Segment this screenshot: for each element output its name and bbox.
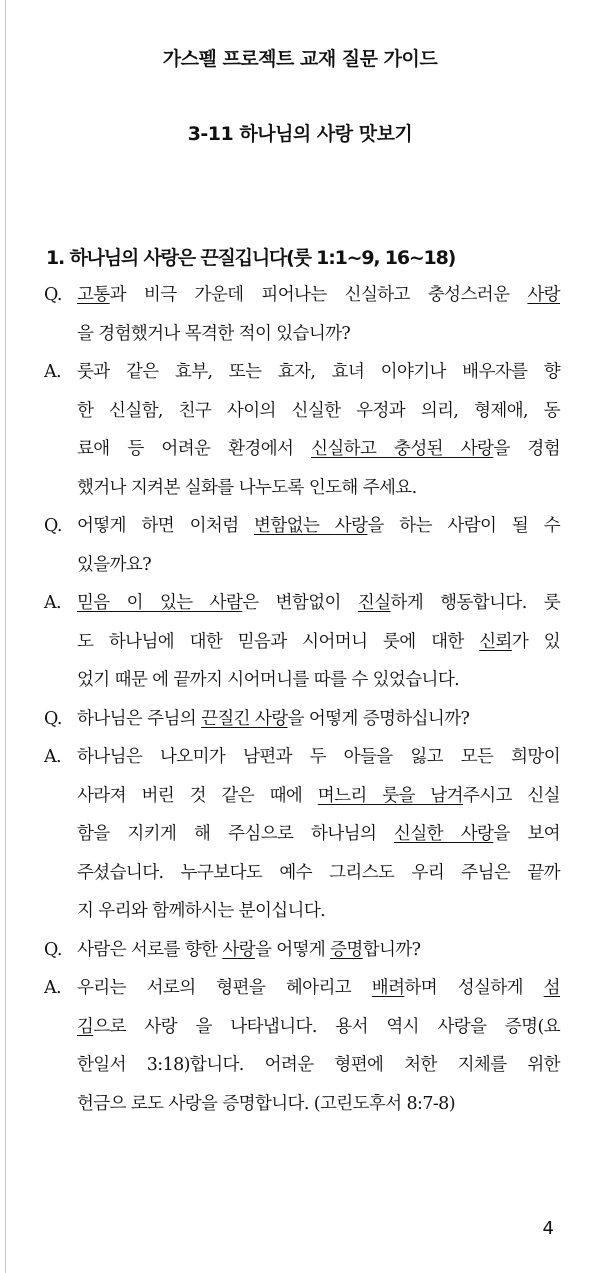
question-item — [44, 700, 560, 739]
underlined-text: 믿음 이 있는 사람 — [77, 593, 243, 613]
text-segment: 헌금으 로도 사랑을 증명합니다. (고린도후서 8:7-8) — [77, 1093, 455, 1114]
answer-label: A. — [44, 593, 62, 613]
text-segment: 지 우리와 함께하시는 분이십니다. — [77, 901, 326, 921]
answer-label: A. — [44, 978, 62, 998]
question-label: Q. — [44, 285, 62, 305]
text-line — [77, 892, 560, 931]
text-segment: 을 하는 사람이 될 수 — [367, 516, 561, 536]
text-line — [77, 430, 560, 469]
text-segment: 을 보여 — [493, 824, 560, 844]
text-line — [77, 315, 560, 354]
text-segment: 합니까? — [362, 939, 421, 960]
text-segment: 룻과 같은 효부, 또는 효자, 효녀 이야기나 배우자를 향 — [77, 362, 560, 382]
underlined-text: 증명 — [330, 939, 363, 960]
text-line — [77, 815, 560, 854]
text-segment: 을 경험했거나 목격한 적이 있습니까? — [77, 323, 351, 344]
text-segment: 은 변함없이 — [242, 593, 358, 613]
question-item — [44, 276, 560, 353]
text-line — [77, 276, 560, 315]
text-line — [77, 507, 560, 546]
underlined-text: 김 — [77, 1016, 94, 1037]
text-line — [77, 1008, 560, 1047]
text-segment: 료애 등 어려운 환경에서 — [77, 439, 312, 459]
text-line — [77, 1085, 560, 1124]
text-line — [77, 353, 560, 392]
text-segment: 함을 지키게 해 주심으로 하나님의 — [77, 824, 395, 844]
text-segment: 사람은 서로를 향한 — [77, 939, 223, 960]
text-line — [77, 584, 560, 623]
answer-item — [44, 969, 560, 1123]
text-line — [77, 969, 560, 1008]
text-line — [77, 623, 560, 662]
underlined-text: 사랑 — [222, 939, 255, 960]
text-line — [77, 469, 560, 508]
question-label: Q. — [44, 516, 62, 536]
underlined-text: 신실한 사랑 — [394, 824, 494, 844]
text-segment: 었기 때문 에 끝까지 시어머니를 따를 수 있었습니다. — [77, 670, 460, 690]
text-line — [77, 1046, 560, 1085]
text-segment: 했거나 지켜본 실화를 나누도록 인도해 주세요. — [77, 477, 417, 498]
text-segment: 을 어떻게 증명하십니까? — [287, 708, 470, 729]
text-segment: 하나님은 나오미가 남편과 두 아들을 잃고 모든 희망이 — [77, 747, 560, 767]
text-segment: 하게 행동합니다. 룻 — [390, 593, 561, 613]
text-segment: 주시고 신실 — [462, 785, 560, 806]
text-segment: 우리는 서로의 형편을 헤아리고 — [77, 978, 372, 998]
question-item — [44, 931, 560, 970]
text-segment: 으로 사랑 을 나타냅니다. 용서 역시 사랑을 증명(요 — [93, 1016, 560, 1037]
answer-item — [44, 353, 560, 507]
text-segment: 과 비극 가운데 피어나는 신실하고 충성스러운 — [109, 285, 528, 305]
underlined-text: 며느리 룻을 남겨 — [317, 785, 463, 806]
underlined-text: 사랑 — [527, 285, 560, 305]
text-segment: 있을까요? — [77, 554, 152, 575]
page-number: 4 — [542, 1218, 554, 1239]
text-line — [77, 392, 560, 431]
text-segment: 한일서 3:18)합니다. 어려운 형편에 처한 지체를 위한 — [77, 1055, 560, 1075]
text-segment: 하며 성실하게 — [404, 978, 544, 998]
question-label: Q. — [44, 939, 62, 960]
text-segment: 한 신실함, 친구 사이의 신실한 우정과 의리, 형제애, 동 — [77, 400, 560, 421]
text-line — [77, 738, 560, 777]
text-segment: 하나님은 주님의 — [77, 708, 202, 729]
lesson-title: 3-11 하나님의 사랑 맛보기 — [187, 123, 413, 145]
question-item — [44, 507, 560, 584]
underlined-text: 신실하고 충성된 사랑 — [311, 439, 494, 459]
qa-list — [44, 276, 560, 1123]
underlined-text: 변함없는 사랑 — [254, 516, 368, 536]
answer-item — [44, 738, 560, 931]
document-title: 가스펠 프로젝트 교재 질문 가이드 — [162, 48, 438, 70]
text-line — [77, 700, 560, 739]
underlined-text: 섬 — [543, 978, 560, 998]
text-line — [77, 931, 560, 970]
text-line — [77, 854, 560, 893]
text-line — [77, 661, 560, 700]
text-segment: 도 하나님에 대한 믿음과 시어머니 룻에 대한 — [77, 631, 480, 652]
section-heading: 1. 하나님의 사랑은 끈질깁니다(룻 1:1~9, 16~18) — [46, 247, 456, 269]
text-segment: 어떻게 하면 이처럼 — [77, 516, 255, 536]
text-segment: 을 어떻게 — [254, 939, 331, 960]
text-line — [77, 777, 560, 816]
question-label: Q. — [44, 708, 62, 729]
underlined-text: 끈질긴 사랑 — [201, 708, 288, 729]
text-segment: 주셨습니다. 누구보다도 예수 그리스도 우리 주님은 끝까 — [77, 862, 560, 883]
answer-label: A. — [44, 747, 62, 767]
answer-item — [44, 584, 560, 700]
underlined-text: 고통 — [77, 285, 110, 305]
text-line — [77, 546, 560, 585]
answer-label: A. — [44, 362, 62, 382]
text-segment: 가 있 — [511, 631, 561, 652]
underlined-text: 진실 — [357, 593, 391, 613]
underlined-text: 신뢰 — [479, 631, 512, 652]
underlined-text: 배려 — [371, 978, 405, 998]
page-edge-line — [5, 0, 6, 1273]
text-segment: 사라져 버린 것 같은 때에 — [77, 785, 318, 806]
text-segment: 을 경험 — [493, 439, 560, 459]
